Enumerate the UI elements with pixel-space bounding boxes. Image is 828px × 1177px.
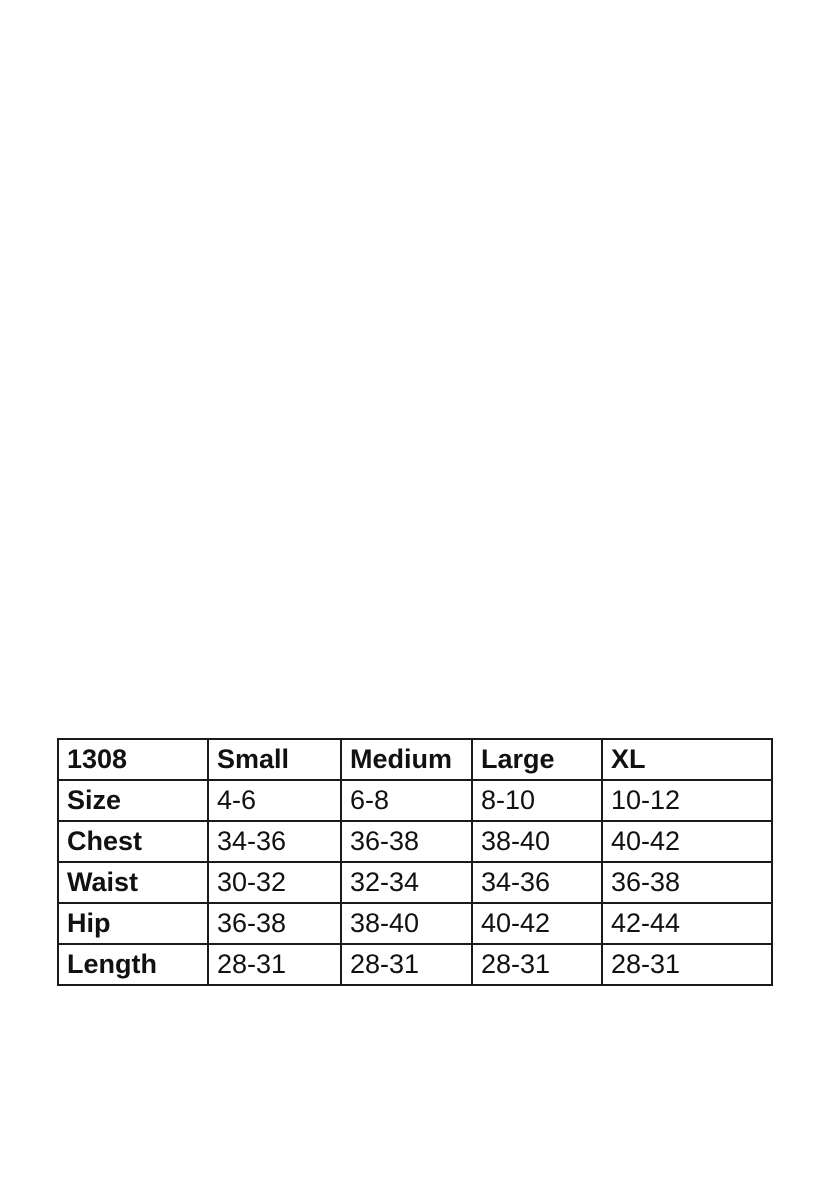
table-row	[58, 903, 772, 944]
style-number-cell: 1308	[58, 739, 208, 780]
table-cell: 40-42	[602, 821, 772, 862]
table-cell: 28-31	[341, 944, 472, 985]
table-cell: 38-40	[341, 903, 472, 944]
table-cell: 28-31	[208, 944, 341, 985]
column-header-medium: Medium	[341, 739, 472, 780]
row-label-length: Length	[58, 944, 208, 985]
table-cell: 6-8	[341, 780, 472, 821]
row-label-hip: Hip	[58, 903, 208, 944]
table-cell: 4-6	[208, 780, 341, 821]
row-label-size: Size	[58, 780, 208, 821]
column-header-small: Small	[208, 739, 341, 780]
table-cell: 36-38	[602, 862, 772, 903]
table-cell: 30-32	[208, 862, 341, 903]
table-cell: 10-12	[602, 780, 772, 821]
table-cell: 34-36	[472, 862, 602, 903]
table-row	[58, 821, 772, 862]
table-cell: 42-44	[602, 903, 772, 944]
table-cell: 40-42	[472, 903, 602, 944]
table-header-row	[58, 739, 772, 780]
table-cell: 28-31	[472, 944, 602, 985]
table-cell: 36-38	[208, 903, 341, 944]
column-header-large: Large	[472, 739, 602, 780]
size-chart-table	[57, 738, 773, 986]
table-row	[58, 780, 772, 821]
table-cell: 38-40	[472, 821, 602, 862]
table-cell: 8-10	[472, 780, 602, 821]
table-cell: 28-31	[602, 944, 772, 985]
row-label-chest: Chest	[58, 821, 208, 862]
table-row	[58, 862, 772, 903]
table-cell: 34-36	[208, 821, 341, 862]
table-cell: 32-34	[341, 862, 472, 903]
column-header-xl: XL	[602, 739, 772, 780]
row-label-waist: Waist	[58, 862, 208, 903]
table-row	[58, 944, 772, 985]
table-cell: 36-38	[341, 821, 472, 862]
